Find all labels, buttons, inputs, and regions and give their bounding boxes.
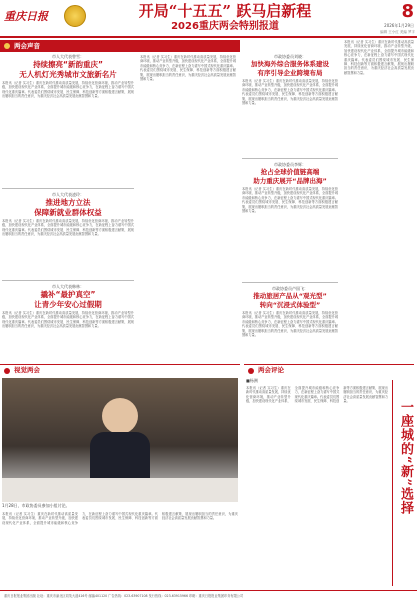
divider xyxy=(2,188,134,189)
article-title: 无人机灯光秀城市文旅新名片 xyxy=(19,69,117,79)
article-title: 推进地方立法 xyxy=(45,198,91,207)
section-voices: 两会声音 xyxy=(0,40,240,52)
page-subtitle: 2026重庆两会特别报道 xyxy=(171,21,279,32)
newspaper-logo: 重庆日报 xyxy=(4,10,48,23)
article-body: 本报讯（记者 实习生）重庆在新时代推动高质量发展，持续优化营商环境，推动产业转型升级，加快建设现代化产业体系，全面提升城市能级和核心竞争力，在新征程上奋力谱写中国式现代化重庆篇章。代表委员们围绕城市发展、民生保障、科技创新等方面积极建言献策，展现出履职担当的责任意识，为重庆经济社会高质量发展贡献智慧和力量。 xyxy=(242,311,338,338)
article-6 xyxy=(242,286,338,359)
section-commentary: 两会评论 xyxy=(244,364,414,376)
article-body: 本报讯（记者 实习生）重庆在新时代推动高质量发展，持续优化营商环境，推动产业转型升级，加快建设现代化产业体系，全面提升城市能级和核心竞争力，在新征程上奋力谱写中国式现代化重庆篇章。代表委员们围绕城市发展、民生保障、科技创新等方面积极建言献策，展现出履职担当的责任意识，为重庆经济社会高质量发展贡献智慧和力量。 xyxy=(2,311,134,329)
article-title: 持续擦亮“新韵重庆” xyxy=(33,60,103,69)
divider xyxy=(242,158,338,159)
commentary-author: ■杨溯 xyxy=(246,378,258,383)
article-title: 助力重庆展开“品牌出海” xyxy=(253,176,327,185)
divider xyxy=(242,282,338,283)
page-number: 8 xyxy=(401,1,414,22)
commentary-rule xyxy=(392,380,393,586)
article-body: 本报讯（记者 实习生）重庆在新时代推动高质量发展，持续优化营商环境，推动产业转型升级，加快建设现代化产业体系，全面提升城市能级和核心竞争力，在新征程上奋力谱写中国式现代化重庆篇章。代表委员们围绕城市发展、民生保障、科技创新等方面积极建言献策，展现出履职担当的责任意识，为重庆经济社会高质量发展贡献智慧和力量。 xyxy=(2,219,134,237)
dateline: 2026年1月29日 xyxy=(384,23,414,28)
commentary-title: 一座城的“新”选择 xyxy=(398,400,413,515)
commentary-body: 本报讯（记者 实习生）重庆在新时代推动高质量发展，持续优化营商环境，推动产业转型升级，加快建设现代化产业体系，全面提升城市能级和核心竞争力，在新征程上奋力谱写中国式现代化重庆篇章。代表委员们围绕城市发展、民生保障、科技创新等方面积极建言献策，展现出履职担当的责任意识，为重庆经济社会高质量发展贡献智慧和力量。 xyxy=(246,386,388,404)
editor-line: 编辑 王小红 美编 罗宇 xyxy=(380,30,415,34)
article-title: 转向“沉浸式体验型” xyxy=(259,300,321,309)
article-title: 抢占全球价值链高端 xyxy=(260,168,320,176)
article-kicker: 市政协委员刘晓： xyxy=(274,54,306,59)
article-title: 让青少年安心过假期 xyxy=(34,299,102,309)
article-body-middle: 本报讯（记者 实习生）重庆在新时代推动高质量发展，持续优化营商环境，推动产业转型升级，加快建设现代化产业体系，全面提升城市能级和核心竞争力，在新征程上奋力谱写中国式现代化重庆篇章。代表委员们围绕城市发展、民生保障、科技创新等方面积极建言献策，展现出履职担当的责任意识，为重庆经济社会高质量发展贡献智慧和力量。 xyxy=(140,55,236,82)
conference-table xyxy=(2,478,238,502)
article-kicker: 市政协委员李辉： xyxy=(274,162,306,167)
footer-info: 重庆日报报业集团出版 社址：重庆市渝北区同茂大道416号 邮编401120 广告热线：023-63907108 发行热线：023-63915966 印刷：重庆日报报业集团印务有限公司 xyxy=(0,590,417,600)
article-body: 本报讯（记者 实习生）重庆在新时代推动高质量发展，持续优化营商环境，推动产业转型升级，加快建设现代化产业体系，全面提升城市能级和核心竞争力，在新征程上奋力谱写中国式现代化重庆篇章。代表委员们围绕城市发展、民生保障、科技创新等方面积极建言献策，展现出履职担当的责任意识，为重庆经济社会高质量发展贡献智慧和力量。 xyxy=(242,79,338,106)
emblem-icon xyxy=(64,5,86,27)
article-kicker: 市人大代表韩林： xyxy=(52,284,84,289)
article-title: 撬补“最护真空” xyxy=(40,290,96,299)
page-title: 开局“十五五” 跃马启新程 xyxy=(138,2,312,20)
article-title: 保障新就业群体权益 xyxy=(34,207,102,217)
divider xyxy=(2,280,134,281)
person-suit xyxy=(90,432,150,482)
article-kicker: 市人大代表凌玲： xyxy=(52,192,84,197)
masthead xyxy=(0,0,417,36)
news-photo xyxy=(2,378,238,502)
article-kicker: 市政协委员卢国飞： xyxy=(272,286,308,291)
article-5 xyxy=(242,162,338,277)
article-body-right: 本报讯（记者 实习生）重庆在新时代推动高质量发展，持续优化营商环境，推动产业转型升级，加快建设现代化产业体系，全面提升城市能级和核心竞争力，在新征程上奋力谱写中国式现代化重庆篇章。代表委员们围绕城市发展、民生保障、科技创新等方面积极建言献策，展现出履职担当的责任意识，为重庆经济社会高质量发展贡献智慧和力量。 xyxy=(344,40,414,75)
article-body-bottom: 本报讯（记者 实习生）重庆在新时代推动高质量发展，持续优化营商环境，推动产业转型升级，加快建设现代化产业体系，全面提升城市能级和核心竞争力，在新征程上奋力谱写中国式现代化重庆篇章。代表委员们围绕城市发展、民生保障、科技创新等方面积极建言献策，展现出履职担当的责任意识，为重庆经济社会高质量发展贡献智慧和力量。 xyxy=(2,512,238,525)
person-figure xyxy=(102,398,138,434)
article-kicker: 市人大代表曾雪： xyxy=(52,54,84,59)
article-body: 本报讯（记者 实习生）重庆在新时代推动高质量发展，持续优化营商环境，推动产业转型升级，加快建设现代化产业体系，全面提升城市能级和核心竞争力，在新征程上奋力谱写中国式现代化重庆篇章。代表委员们围绕城市发展、民生保障、科技创新等方面积极建言献策，展现出履职担当的责任意识，为重庆经济社会高质量发展贡献智慧和力量。 xyxy=(2,81,134,99)
article-title: 推动旅居产品从“观光型” xyxy=(253,292,327,300)
article-1 xyxy=(2,54,134,199)
masthead-rule xyxy=(0,36,417,38)
article-title: 加快海外综合服务体系建设 xyxy=(251,60,329,68)
article-4 xyxy=(242,54,338,149)
article-title: 有序引导企业跨境布局 xyxy=(257,68,323,77)
article-body: 本报讯（记者 实习生）重庆在新时代推动高质量发展，持续优化营商环境，推动产业转型升级，加快建设现代化产业体系，全面提升城市能级和核心竞争力，在新征程上奋力谱写中国式现代化重庆篇章。代表委员们围绕城市发展、民生保障、科技创新等方面积极建言献策，展现出履职担当的责任意识，为重庆经济社会高质量发展贡献智慧和力量。 xyxy=(242,187,338,214)
photo-caption: 1月28日，市政协委员参加小组讨论。 xyxy=(2,503,70,508)
article-2 xyxy=(2,192,134,283)
section-visual: 视觉两会 xyxy=(0,364,240,376)
